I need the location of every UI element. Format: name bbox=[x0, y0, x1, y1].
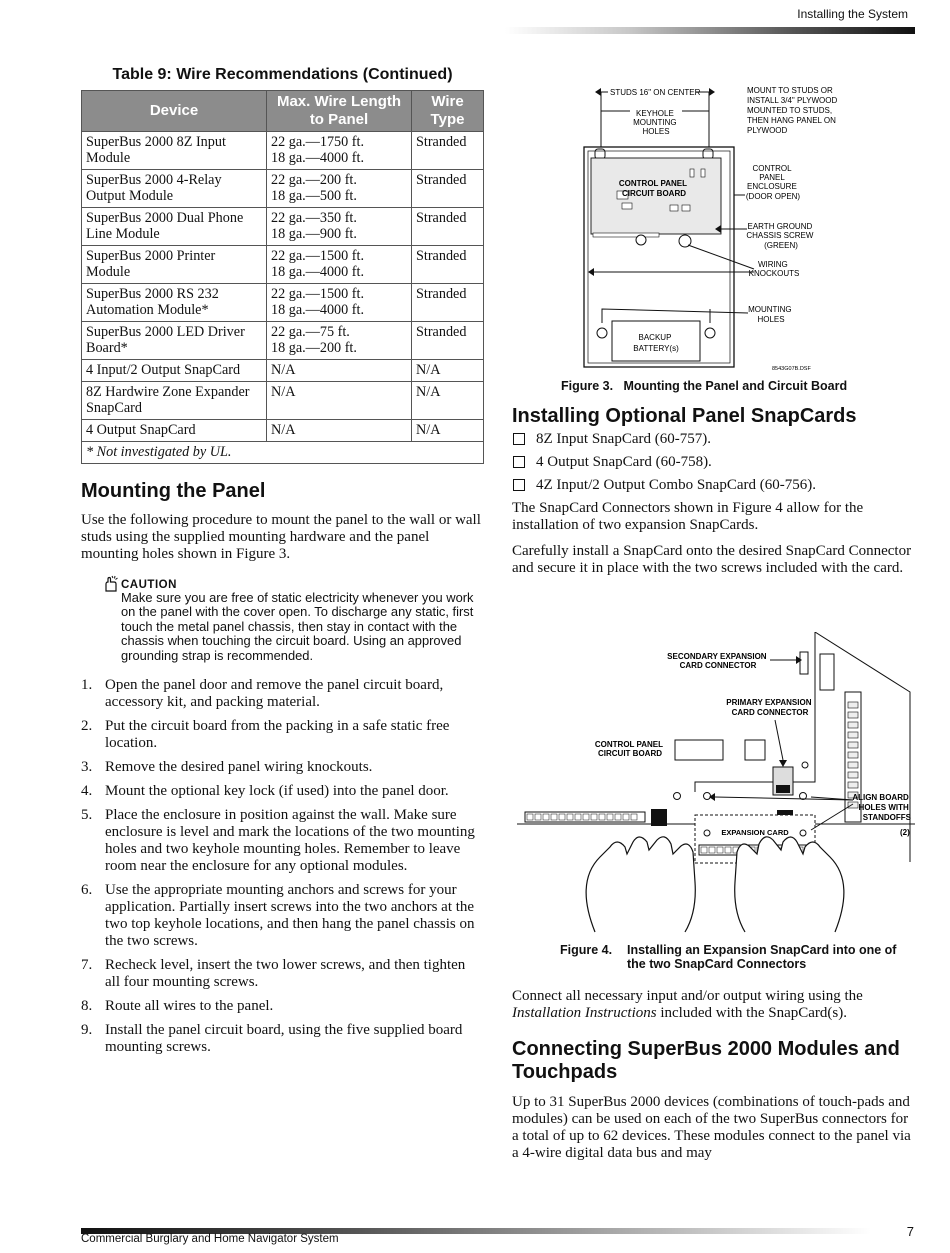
board-label: CONTROL PANEL CIRCUIT BOARD bbox=[618, 179, 687, 198]
wire-type-cell: Stranded bbox=[412, 246, 484, 284]
table-row bbox=[82, 284, 484, 322]
snapcard-item: 4 Output SnapCard (60-758). bbox=[512, 454, 917, 471]
wire-type-cell: Stranded bbox=[412, 170, 484, 208]
running-header: Installing the System bbox=[797, 7, 908, 21]
step-item: 6. Use the appropriate mounting anchors and screws for your application. Partially insert screws into the two anchors at the two top keyhole locations, and then hang the panel chassis on the two screws. bbox=[81, 882, 475, 950]
primary-connector-label: PRIMARY EXPANSION CARD CONNECTOR bbox=[726, 698, 812, 717]
wire-type-cell: N/A bbox=[412, 360, 484, 382]
step-item: 4. Mount the optional key lock (if used) into the panel door. bbox=[81, 783, 449, 800]
checkbox-icon bbox=[513, 479, 525, 491]
snapcards-p1: The SnapCard Connectors shown in Figure 4 allow for the installation of two expansion SnapCards. bbox=[512, 500, 864, 533]
mounting-holes-label: MOUNTING HOLES bbox=[748, 305, 792, 324]
align-label: ALIGN BOARD HOLES WITH STANDOFFS bbox=[852, 793, 911, 822]
table-row bbox=[82, 170, 484, 208]
wire-length-cell: 22 ga.—1500 ft. 18 ga.—4000 ft. bbox=[267, 246, 412, 284]
footer-title: Commercial Burglary and Home Navigator System bbox=[81, 1233, 339, 1245]
table-row bbox=[82, 208, 484, 246]
wire-length-cell: N/A bbox=[267, 382, 412, 420]
table-title: Table 9: Wire Recommendations (Continued) bbox=[112, 66, 453, 83]
expansion-card-label: EXPANSION CARD bbox=[721, 828, 789, 837]
device-cell: 4 Input/2 Output SnapCard bbox=[82, 360, 267, 382]
mounting-steps bbox=[81, 677, 484, 1056]
device-cell: 8Z Hardwire Zone Expander SnapCard bbox=[82, 382, 267, 420]
step-item: 3. Remove the desired panel wiring knockouts. bbox=[81, 759, 373, 776]
wire-length-cell: 22 ga.—1500 ft. 18 ga.—4000 ft. bbox=[267, 284, 412, 322]
enclosure-label: CONTROL PANEL ENCLOSURE (DOOR OPEN) bbox=[745, 164, 801, 201]
table-footnote: * Not investigated by UL. bbox=[82, 442, 484, 464]
step-item: 1. Open the panel door and remove the panel circuit board, accessory kit, and packing material. bbox=[81, 677, 444, 711]
wire-type-cell: N/A bbox=[412, 420, 484, 442]
wire-type-cell: Stranded bbox=[412, 132, 484, 170]
figure-4-caption: Figure 4. Installing an Expansion SnapCard into one of the two SnapCard Connectors bbox=[560, 943, 897, 971]
device-cell: SuperBus 2000 4-Relay Output Module bbox=[82, 170, 267, 208]
figure-4-diagram bbox=[515, 632, 915, 937]
table-row bbox=[82, 132, 484, 170]
caution-note bbox=[103, 579, 484, 663]
table-row bbox=[82, 360, 484, 382]
step-item: 2. Put the circuit board from the packing in a safe static free location. bbox=[81, 718, 450, 752]
snapcard-list bbox=[512, 431, 917, 494]
wire-length-cell: 22 ga.—200 ft. 18 ga.—500 ft. bbox=[267, 170, 412, 208]
right-column-lower bbox=[512, 943, 917, 1162]
battery-label: BACKUP BATTERY(s) bbox=[633, 333, 679, 353]
snapcards-p2: Carefully install a SnapCard onto the desired SnapCard Connector and secure it in place with the two screws included with the card. bbox=[512, 543, 912, 576]
step-item: 5. Place the enclosure in position against the wall. Make sure enclosure is level and mark the locations of the two mounting holes and two keyhole mounting holes. Remember to leave room near the enclosure for any optional modules. bbox=[81, 807, 475, 875]
mounting-heading: Mounting the Panel bbox=[81, 480, 266, 502]
left-hand bbox=[586, 837, 695, 932]
knockouts-label: WIRING KNOCKOUTS bbox=[748, 260, 800, 278]
wire-type-cell: N/A bbox=[412, 382, 484, 420]
device-cell: SuperBus 2000 8Z Input Module bbox=[82, 132, 267, 170]
caution-title: CAUTION bbox=[121, 579, 177, 591]
wire-length-cell: N/A bbox=[267, 420, 412, 442]
right-hand bbox=[735, 837, 844, 932]
snapcard-item: 4Z Input/2 Output Combo SnapCard (60-756). bbox=[512, 477, 917, 494]
snapcard-wiring-note: Connect all necessary input and/or output wiring using the Installation Instructions included with the SnapCard(s). bbox=[512, 988, 863, 1021]
checkbox-icon bbox=[513, 456, 525, 468]
device-cell: SuperBus 2000 LED Driver Board* bbox=[82, 322, 267, 360]
snapcards-heading: Installing Optional Panel SnapCards bbox=[512, 405, 857, 427]
device-cell: 4 Output SnapCard bbox=[82, 420, 267, 442]
header-rule bbox=[505, 27, 915, 34]
mount-note: MOUNT TO STUDS OR INSTALL 3/4" PLYWOOD MOUNTED TO STUDS, THEN HANG PANEL ON PLYWOOD bbox=[747, 86, 838, 135]
studs-label: STUDS 16" ON CENTER bbox=[610, 88, 701, 97]
connecting-paragraph: Up to 31 SuperBus 2000 devices (combinations of touch-pads and modules) can be used on each of the two SuperBus connectors for a total of up to 62 devices. These modules connect to the panel via a 4-wire digital data bus and may bbox=[512, 1094, 911, 1161]
wire-type-cell: Stranded bbox=[412, 284, 484, 322]
connecting-heading: Connecting SuperBus 2000 Modules and Touchpads bbox=[512, 1038, 900, 1083]
device-cell: SuperBus 2000 Printer Module bbox=[82, 246, 267, 284]
step-item: 8. Route all wires to the panel. bbox=[81, 998, 274, 1015]
caution-text: Make sure you are free of static electricity whenever you work on the panel with the cover open. To discharge any static, first touch the metal panel chassis, then stay in contact with the chassis when touching the circuit board. Using an approved grounding strap is recommended. bbox=[121, 590, 474, 663]
wire-length-cell: N/A bbox=[267, 360, 412, 382]
table-row bbox=[82, 322, 484, 360]
right-column bbox=[512, 379, 917, 577]
wire-length-cell: 22 ga.—1750 ft. 18 ga.—4000 ft. bbox=[267, 132, 412, 170]
figure-3-caption: Figure 3. Mounting the Panel and Circuit Board bbox=[561, 379, 848, 393]
wire-type-cell: Stranded bbox=[412, 322, 484, 360]
checkbox-icon bbox=[513, 433, 525, 445]
table-row bbox=[82, 382, 484, 420]
standoff-count: (2) bbox=[900, 828, 910, 837]
column-header-max-length: Max. Wire Length to Panel bbox=[267, 91, 412, 132]
earth-ground-label: EARTH GROUND CHASSIS SCREW (GREEN) bbox=[746, 222, 814, 250]
board-label: CONTROL PANEL CIRCUIT BOARD bbox=[594, 740, 663, 758]
device-cell: SuperBus 2000 Dual Phone Line Module bbox=[82, 208, 267, 246]
step-item: 9. Install the panel circuit board, using the five supplied board mounting screws. bbox=[81, 1022, 463, 1056]
column-header-wire-type: Wire Type bbox=[412, 91, 484, 132]
wire-recommendations-table bbox=[81, 90, 484, 464]
table-row bbox=[82, 420, 484, 442]
mounting-intro: Use the following procedure to mount the panel to the wall or wall studs using the supplied mounting hardware and the panel mounting holes shown in Figure 3. bbox=[81, 512, 481, 562]
snapcard-item: 8Z Input SnapCard (60-757). bbox=[512, 431, 917, 448]
secondary-connector-label: SECONDARY EXPANSION CARD CONNECTOR bbox=[667, 652, 767, 670]
wire-length-cell: 22 ga.—350 ft. 18 ga.—900 ft. bbox=[267, 208, 412, 246]
page-number: 7 bbox=[906, 1224, 914, 1239]
table-row bbox=[82, 246, 484, 284]
file-id: 8543G07B.DSF bbox=[772, 366, 811, 372]
static-hand-icon bbox=[103, 575, 121, 593]
column-header-device: Device bbox=[82, 91, 267, 132]
figure-3-diagram bbox=[560, 83, 880, 375]
keyhole-label: KEYHOLE MOUNTING HOLES bbox=[633, 109, 677, 136]
device-cell: SuperBus 2000 RS 232 Automation Module* bbox=[82, 284, 267, 322]
wire-type-cell: Stranded bbox=[412, 208, 484, 246]
left-column bbox=[81, 66, 484, 1063]
wire-length-cell: 22 ga.—75 ft. 18 ga.—200 ft. bbox=[267, 322, 412, 360]
step-item: 7. Recheck level, insert the two lower screws, and then tighten all four mounting screws. bbox=[81, 957, 466, 991]
